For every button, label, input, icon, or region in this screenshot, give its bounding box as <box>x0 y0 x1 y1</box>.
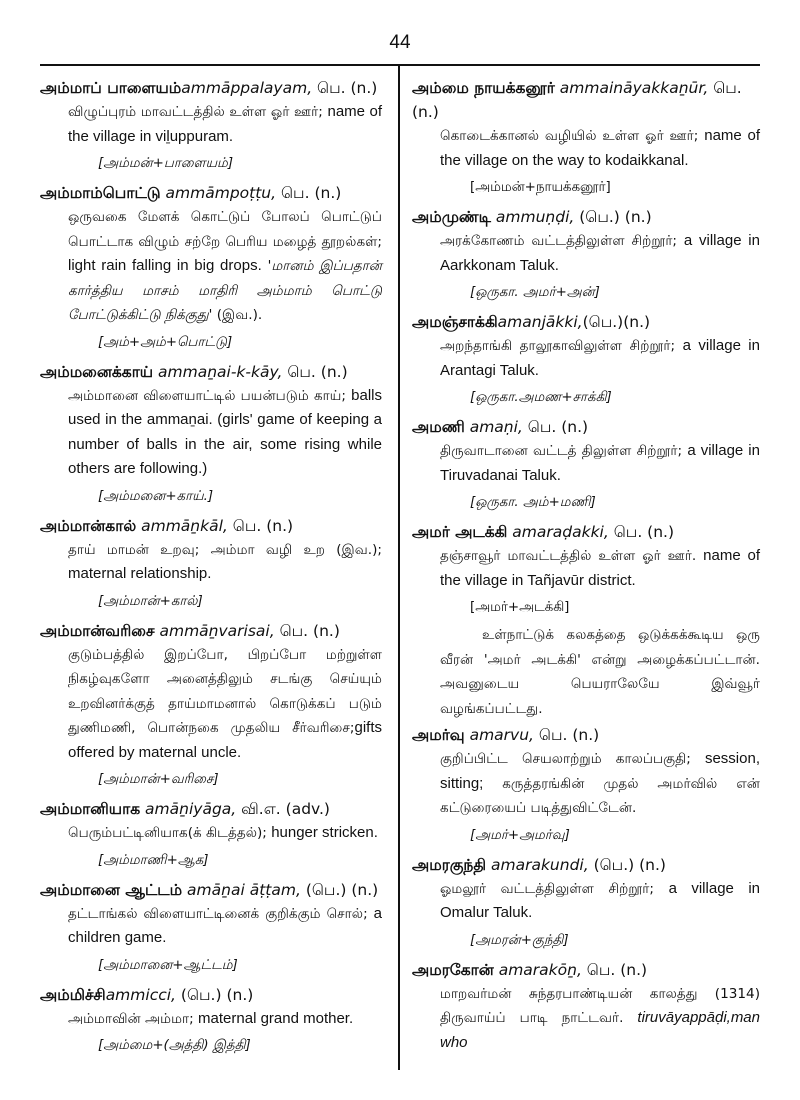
historical-note: உள்நாட்டுக் கலகத்தை ஒடுக்கக்கூடிய ஒரு வீரன் 'அமர் அடக்கி' என்று அழைக்கப்பட்டான். அவனுடைய பெயராலேயே இவ்வூர் வழங்கப்பட்டது. <box>440 627 760 717</box>
definition-en: hunger stricken. <box>271 824 378 841</box>
part-of-speech: (பெ.) (n.) <box>574 208 652 226</box>
part-of-speech: பெ. (n.) <box>282 362 348 381</box>
definition-en: name of the village in Tañjavūr district. <box>440 547 761 589</box>
entry-head <box>412 76 760 124</box>
definition <box>440 982 760 1056</box>
part-of-speech: (பெ.) (n.) <box>175 985 254 1004</box>
definition-ta: அரக்கோணம் வட்டத்திலுள்ள சிற்றூர்; <box>440 233 684 249</box>
transliteration: amarakundi, <box>486 855 589 874</box>
definition <box>68 902 382 951</box>
transliteration: amaṇi, <box>464 418 523 436</box>
definition <box>68 821 382 846</box>
part-of-speech: (பெ.) (n.) <box>300 880 379 899</box>
dictionary-entry <box>40 514 382 617</box>
dictionary-entry <box>412 415 760 518</box>
headword: அம்மானை ஆட்டம் <box>40 880 183 899</box>
transliteration: amarakōṉ, <box>493 960 582 979</box>
definition-ta: குடும்பத்தில் இறப்போ, பிறப்போ மற்றுள்ள நிகழ்வுகளோ அனைத்திலும் சடங்கு செய்யும் உறவினர்க்குத் தாய்மாமனால் கொடுக்கப் படும் துணிமணி, பொன்நகை முதலிய சீர்வரிசை; <box>68 646 382 736</box>
entry-head <box>40 619 382 643</box>
dictionary-entry <box>40 360 382 512</box>
transliteration: amāṉai āṭṭam, <box>182 880 301 899</box>
dictionary-entry <box>40 878 382 981</box>
headword: அமணி <box>412 418 465 436</box>
definition <box>440 439 760 488</box>
entry-head <box>412 415 760 439</box>
transliteration: ammāppalayam, <box>181 79 313 97</box>
entry-head <box>40 797 382 821</box>
headword: அம்முண்டி <box>412 208 491 226</box>
part-of-speech: பெ. (n.) <box>312 79 378 97</box>
definition-ta: குறிப்பிட்ட செயலாற்றும் காலப்பகுதி; <box>440 751 705 767</box>
definition-ta: பெரும்பட்டினியாக(க் கிடத்தல்); <box>68 825 272 841</box>
definition <box>68 205 382 328</box>
part-of-speech: பெ. (n.) <box>274 621 340 640</box>
headword: அம்மனைக்காய் <box>40 362 154 381</box>
definition-en: session, sitting; <box>440 750 760 792</box>
definition-ta: கொடைக்கானல் வழியில் உள்ள ஓர் ஊர்; <box>440 128 705 144</box>
transliteration: amāṉiyāga, <box>140 800 237 818</box>
definition <box>440 334 760 383</box>
definition <box>68 384 382 482</box>
etymology: [ஒருகா. அம்+மணி] <box>470 495 596 510</box>
definition-ta: ஓமலூர் வட்டத்திலுள்ள சிற்றூர்; <box>440 880 669 897</box>
headword: அம்மானியாக <box>40 800 141 818</box>
etymology: [அமர்+அமர்வு] <box>470 827 570 843</box>
transliteration: ammāṉvarisai, <box>154 621 275 640</box>
dictionary-entry <box>412 958 760 1056</box>
etymology: [அம்மன்+பாளையம்] <box>98 156 234 171</box>
definition <box>68 1007 382 1032</box>
definition <box>440 747 760 821</box>
entry-head <box>412 520 760 544</box>
etymology: [அம்மாணி+ஆக] <box>98 852 209 868</box>
definition <box>440 877 760 926</box>
part-of-speech: (பெ.)(n.) <box>582 313 651 331</box>
etymology: [அம்மானை+ஆட்டம்] <box>98 957 238 973</box>
usage-quote: 'மானம் இப்பதான் கார்த்திய மாசம் மாதிரி அம்மாம் பொட்டு போட்டுக்கிட்டு நிக்குது' <box>68 258 382 323</box>
etymology: [அமரன்+குந்தி] <box>470 932 569 948</box>
usage-source: (இவ.). <box>212 307 263 323</box>
definition-ta: அம்மானை விளையாட்டில் பயன்படும் காய்; <box>68 387 352 404</box>
transliteration: ammāmpoṭṭu, <box>160 184 277 202</box>
part-of-speech: பெ. (n.) <box>227 516 294 535</box>
definition-en: gifts offered by maternal uncle. <box>68 719 382 761</box>
definition-en: a village in Tiruvadanai Taluk. <box>440 442 760 484</box>
definition-en: name of the village on the way to kodaikkanal. <box>440 127 760 169</box>
definition-ta: தாய் மாமன் உறவு; அம்மா வழி உற (இவ.); <box>68 541 382 558</box>
etymology: [அம்மை+(அத்தி) இத்தி] <box>98 1038 251 1053</box>
usage-example: கருத்தரங்கின் முதல் அமர்வில் என் கட்டுரையைப் படித்துவிட்டேன். <box>440 775 760 816</box>
definition-en: name of the village in viḻuppuram. <box>68 103 382 145</box>
entry-head <box>40 360 382 384</box>
entry-head <box>412 853 760 877</box>
dictionary-entry <box>40 181 382 358</box>
definition <box>68 100 382 149</box>
definition-ta: விழுப்புரம் மாவட்டத்தில் உள்ள ஓர் ஊர்; <box>68 104 328 120</box>
dictionary-entry <box>40 983 382 1062</box>
part-of-speech: பெ. (n.) <box>522 418 589 436</box>
transliteration: ammāṉkāl, <box>136 516 228 535</box>
headword: அமர்வு <box>412 726 465 744</box>
definition <box>68 538 382 587</box>
etymology: [அம்மன்+நாயக்கனூர்] <box>470 180 611 195</box>
definition-ta: திருவாடானை வட்டத் திலுள்ள சிற்றூர்; <box>440 443 688 459</box>
right-column <box>412 76 760 1057</box>
definition <box>440 544 760 593</box>
headword: அம்மிச்சி <box>40 985 106 1004</box>
dictionary-entry <box>412 723 760 851</box>
dictionary-entry <box>412 310 760 413</box>
headword: அமரகோன் <box>412 960 494 979</box>
definition-ta: மாறவர்மன் சுந்தரபாண்டியன் காலத்து (1314) திருவாய்ப் பாடி நாட்டவர். <box>440 985 760 1026</box>
part-of-speech: பெ. (n.) <box>276 184 342 202</box>
part-of-speech: வி.எ. (adv.) <box>236 800 330 818</box>
part-of-speech: (பெ.) (n.) <box>588 855 666 874</box>
headword: அம்மை நாயக்கனூர் <box>412 79 555 97</box>
dictionary-entry <box>412 853 760 956</box>
definition-ta: அறந்தாங்கி தாலூகாவிலுள்ள சிற்றூர்; <box>440 338 683 354</box>
definition-en: maternal grand mother. <box>198 1009 354 1027</box>
headword: அம்மாப் பாளையம் <box>40 79 182 97</box>
entry-head <box>40 878 382 902</box>
definition-ta: தட்டாங்கல் விளையாட்டினைக் குறிக்கும் சொல்; <box>68 905 374 922</box>
etymology: [அமர்+அடக்கி] <box>470 600 570 615</box>
entry-head <box>412 205 760 229</box>
dictionary-entry <box>412 520 760 721</box>
dictionary-entry <box>40 76 382 179</box>
transliteration: ammaṉai-k-kāy, <box>153 362 283 381</box>
headword: அம்மாம்பொட்டு <box>40 184 161 202</box>
definition-en: light rain falling in big drops. <box>68 257 262 274</box>
transliteration: amaraḍakki, <box>507 523 609 541</box>
transliteration: ammuṇḍi, <box>490 208 575 226</box>
transliteration: ammaināyakkaṉūr, <box>554 79 709 97</box>
definition <box>440 229 760 278</box>
etymology: [அம்மனை+காய்.] <box>98 488 214 504</box>
transliteration: amanjākki, <box>497 313 583 331</box>
part-of-speech: பெ. (n.) <box>533 726 600 744</box>
definition-en: balls used in the ammaṉai. (girls' game of keeping a number of balls in the air, some rising while others are following.) <box>68 386 382 477</box>
page-number: 44 <box>389 32 411 53</box>
part-of-speech: பெ. (n.) <box>412 79 742 121</box>
dictionary-entry <box>40 797 382 876</box>
definition-en: tiruvāyappāḍi,man who <box>440 1009 760 1051</box>
part-of-speech: பெ. (n.) <box>581 960 648 979</box>
etymology: [ஒருகா.அமண+சாக்கி] <box>470 390 612 405</box>
definition <box>68 643 382 766</box>
column-divider <box>398 66 400 1070</box>
left-column <box>40 76 382 1063</box>
headword: அம்மான்கால் <box>40 516 137 535</box>
definition <box>440 124 760 173</box>
definition-en: a village in Arantagi Taluk. <box>440 337 760 379</box>
entry-head <box>40 181 382 205</box>
definition-en: a village in Aarkkonam Taluk. <box>440 232 760 274</box>
top-rule <box>40 64 760 66</box>
dictionary-entry <box>40 619 382 796</box>
entry-head <box>412 723 760 747</box>
entry-head <box>40 983 382 1007</box>
definition-en: a village in Omalur Taluk. <box>440 879 760 921</box>
headword: அமரகுந்தி <box>412 855 487 874</box>
transliteration: ammicci, <box>105 985 176 1004</box>
etymology: [அம்+அம்+பொட்டு] <box>98 334 233 350</box>
part-of-speech: பெ. (n.) <box>608 523 675 541</box>
headword: அமர் அடக்கி <box>412 523 508 541</box>
entry-head <box>412 958 760 982</box>
dictionary-entry <box>412 205 760 308</box>
entry-head <box>40 514 382 538</box>
entry-head <box>412 310 760 334</box>
etymology: [அம்மான்+கால்] <box>98 593 203 609</box>
definition-en: maternal relationship. <box>68 565 212 582</box>
dictionary-entry <box>412 76 760 203</box>
headword: அமஞ்சாக்கி <box>412 313 498 331</box>
definition-en: a children game. <box>68 904 382 946</box>
definition-ta: அம்மாவின் அம்மா; <box>68 1010 199 1027</box>
definition-ta: தஞ்சாவூர் மாவட்டத்தில் உள்ள ஓர் ஊர். <box>440 548 704 564</box>
definition-ta: ஒருவகை மேளக் கொட்டுப் போலப் பொட்டுப் பொட்டாக விழும் சற்றே பெரிய மழைத் தூறல்கள்; <box>68 209 382 250</box>
entry-head <box>40 76 382 100</box>
headword: அம்மான்வரிசை <box>40 621 155 640</box>
transliteration: amarvu, <box>464 726 534 744</box>
etymology: [அம்மான்+வரிசை] <box>98 772 219 787</box>
etymology: [ஒருகா. அமர்+அன்] <box>470 285 600 300</box>
